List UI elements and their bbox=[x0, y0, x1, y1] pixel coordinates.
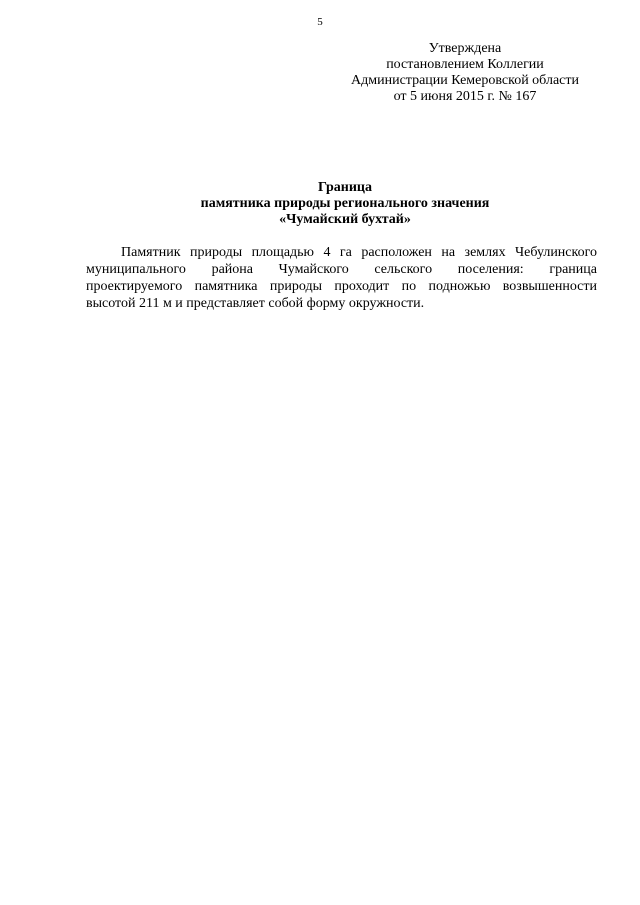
body-paragraph bbox=[86, 244, 597, 312]
title-line-monument: памятника природы регионального значения bbox=[200, 196, 490, 211]
body-line: муниципального района Чумайского сельского поселения: граница bbox=[86, 262, 597, 277]
body-line: проектируемого памятника природы проходит по подножью возвышенности bbox=[86, 279, 597, 294]
page-number: 5 bbox=[317, 16, 323, 28]
document-title bbox=[0, 180, 640, 228]
approval-line-resolution: постановлением Коллегии bbox=[386, 57, 544, 72]
approval-stamp bbox=[300, 41, 630, 105]
approval-line-date: от 5 июня 2015 г. № 167 bbox=[393, 89, 537, 104]
body-line: высотой 211 м и представляет собой форму окружности. bbox=[86, 296, 425, 311]
title-line-boundary: Граница bbox=[317, 180, 372, 195]
title-line-name: «Чумайский бухтай» bbox=[279, 212, 411, 227]
approval-line-administration: Администрации Кемеровской области bbox=[351, 73, 579, 88]
approval-line-approved: Утверждена bbox=[428, 41, 502, 56]
body-line: Памятник природы площадью 4 га расположен на землях Чебулинского bbox=[121, 245, 597, 260]
